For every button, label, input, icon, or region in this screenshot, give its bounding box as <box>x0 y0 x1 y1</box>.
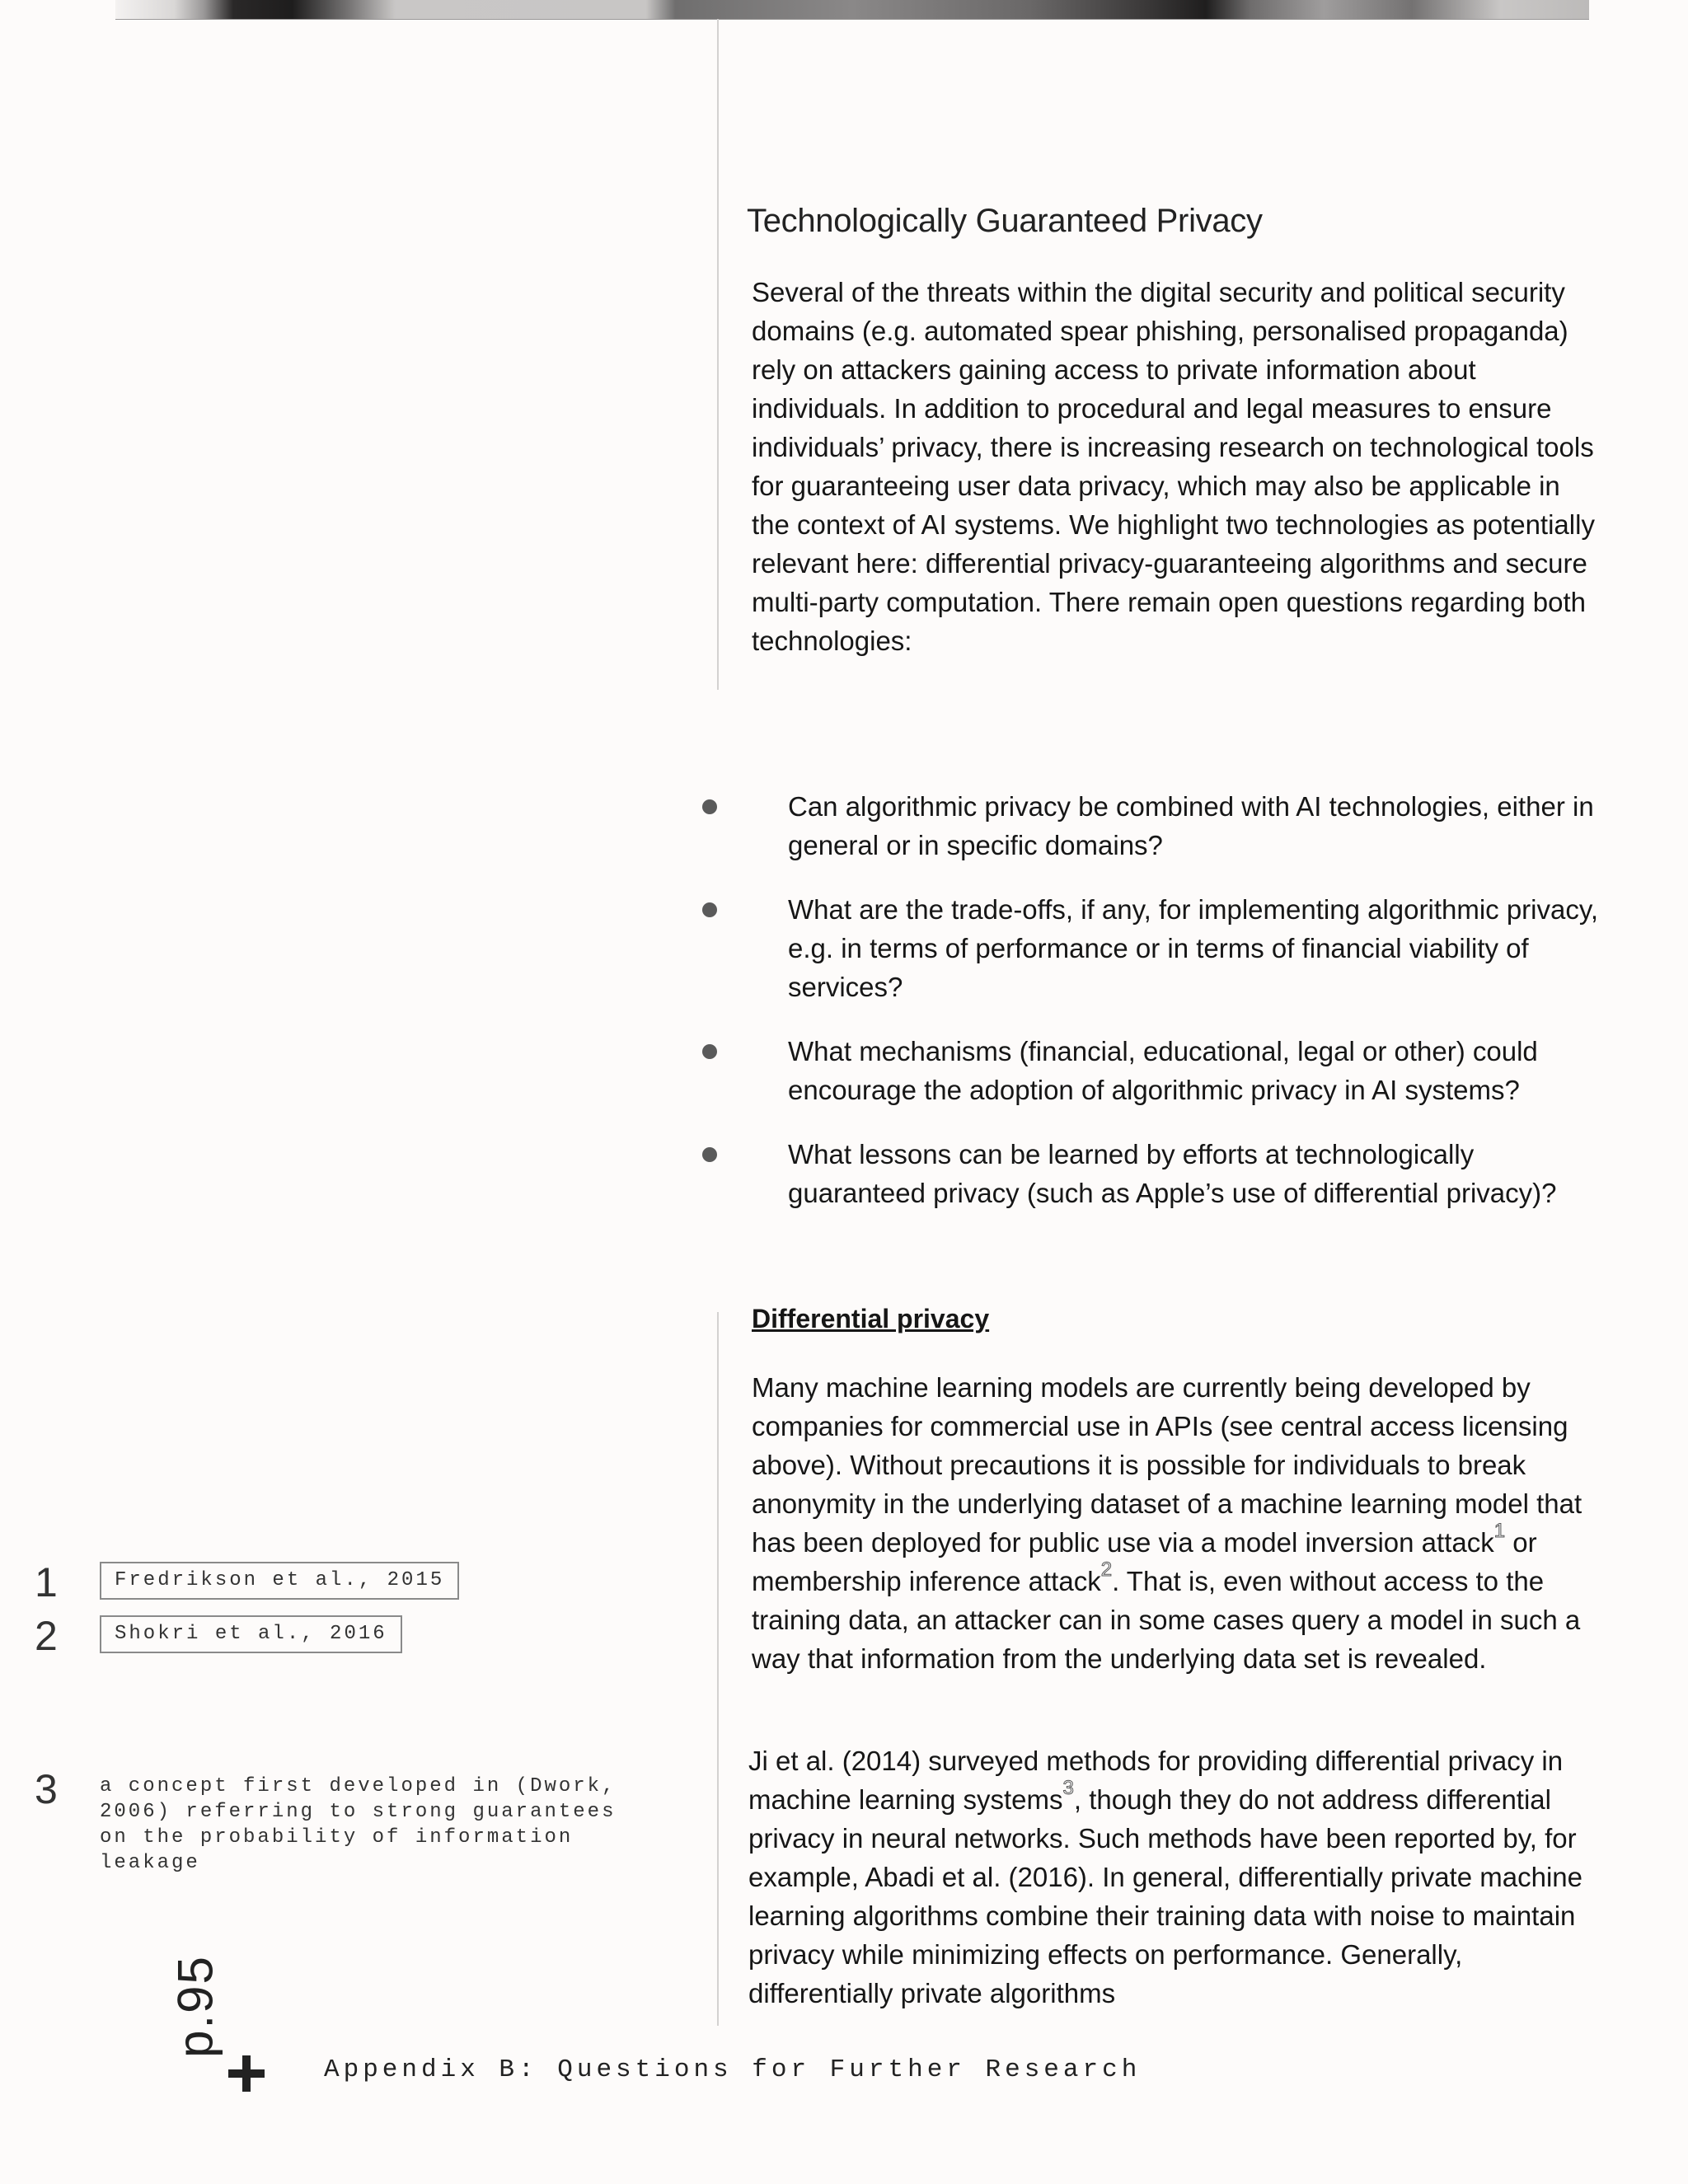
paragraph-text: or membership inference attack <box>752 1527 1537 1596</box>
column-rule-top <box>717 19 719 690</box>
subsection-title: Differential privacy <box>752 1304 990 1333</box>
body-paragraph-2 <box>752 1368 1597 1678</box>
plus-icon <box>228 2055 265 2092</box>
intro-paragraph: Several of the threats within the digital security and political security domains (e.g. automated spear phishing, personalised propaganda) rely on attackers gaining access to private information about individuals. In addition to procedural and legal measures to ensure individuals’ privacy, there is increasing research on technological tools for guaranteeing user data privacy, which may also be applicable in the context of AI systems. We highlight two technologies as potentially relevant here: differential privacy-guaranteeing algorithms and secure multi-party computation. There remain open questions regarding both technologies: <box>752 277 1595 656</box>
paragraph-text: . That is, even without access to the training data, an attacker can in some cases query a model in such a way that information from the underlying data set is revealed. <box>752 1566 1581 1674</box>
question-list <box>702 787 1609 1212</box>
bullet-dot-icon <box>702 1044 717 1059</box>
question-item <box>702 890 1609 1006</box>
footnote-ref-2[interactable]: 2 <box>1100 1558 1113 1581</box>
question-text: What mechanisms (financial, educational, legal or other) could encourage the adoption of algorithmic privacy in AI systems? <box>788 1036 1538 1105</box>
bullet-dot-icon <box>702 799 717 814</box>
bullet-dot-icon <box>702 1147 717 1162</box>
question-item <box>702 1032 1609 1109</box>
footer-section-title: Appendix B: Questions for Further Research <box>324 2055 1142 2084</box>
question-item <box>702 787 1609 865</box>
footnote-ref-1[interactable]: 1 <box>1493 1520 1506 1542</box>
top-gradient-bar <box>115 0 1589 20</box>
footnote-citation-1: Fredrikson et al., 2015 <box>100 1562 459 1600</box>
footnote-number-1: 1 <box>35 1559 58 1605</box>
question-text: Can algorithmic privacy be combined with AI technologies, either in general or in specific domains? <box>788 791 1594 860</box>
question-item <box>702 1135 1609 1212</box>
footnote-citation-2: Shokri et al., 2016 <box>100 1615 402 1653</box>
paragraph-text: , though they do not address differential privacy in neural networks. Such methods have been reported by, for example, Abadi et al. (2016). In general, differentially private machine learning algorithms combine their training data with noise to maintain privacy while minimizing effects on performance. Generally, differentially private algorithms <box>748 1784 1582 2008</box>
question-text: What are the trade-offs, if any, for implementing algorithmic privacy, e.g. in terms of performance or in terms of financial viability of services? <box>788 894 1599 1002</box>
footnote-text-3: a concept first developed in (Dwork, 2006) referring to strong guarantees on the probability of information leakage <box>100 1775 617 1874</box>
column-rule-bottom <box>717 1312 719 2026</box>
body-paragraph-3 <box>748 1741 1593 2013</box>
footnote-number-3: 3 <box>35 1766 58 1812</box>
footnote-ref-3[interactable]: 3 <box>1062 1777 1074 1799</box>
section-title: Technologically Guaranteed Privacy <box>747 203 1263 239</box>
bullet-dot-icon <box>702 902 717 917</box>
paragraph-text: Many machine learning models are currently being developed by companies for commercial use in APIs (see central access licensing above). Without precautions it is possible for individuals to break anonymity in the underlying dataset of a machine learning model that has been deployed for public use via a model inversion attack <box>752 1372 1582 1558</box>
question-text: What lessons can be learned by efforts at technologically guaranteed privacy (such as Apple’s use of differential privacy)? <box>788 1139 1557 1208</box>
footnote-number-2: 2 <box>35 1613 58 1659</box>
page-number: p.95 <box>167 1955 223 2058</box>
paragraph-text: Ji et al. (2014) surveyed methods for providing differential privacy in machine learning systems <box>748 1746 1564 1815</box>
